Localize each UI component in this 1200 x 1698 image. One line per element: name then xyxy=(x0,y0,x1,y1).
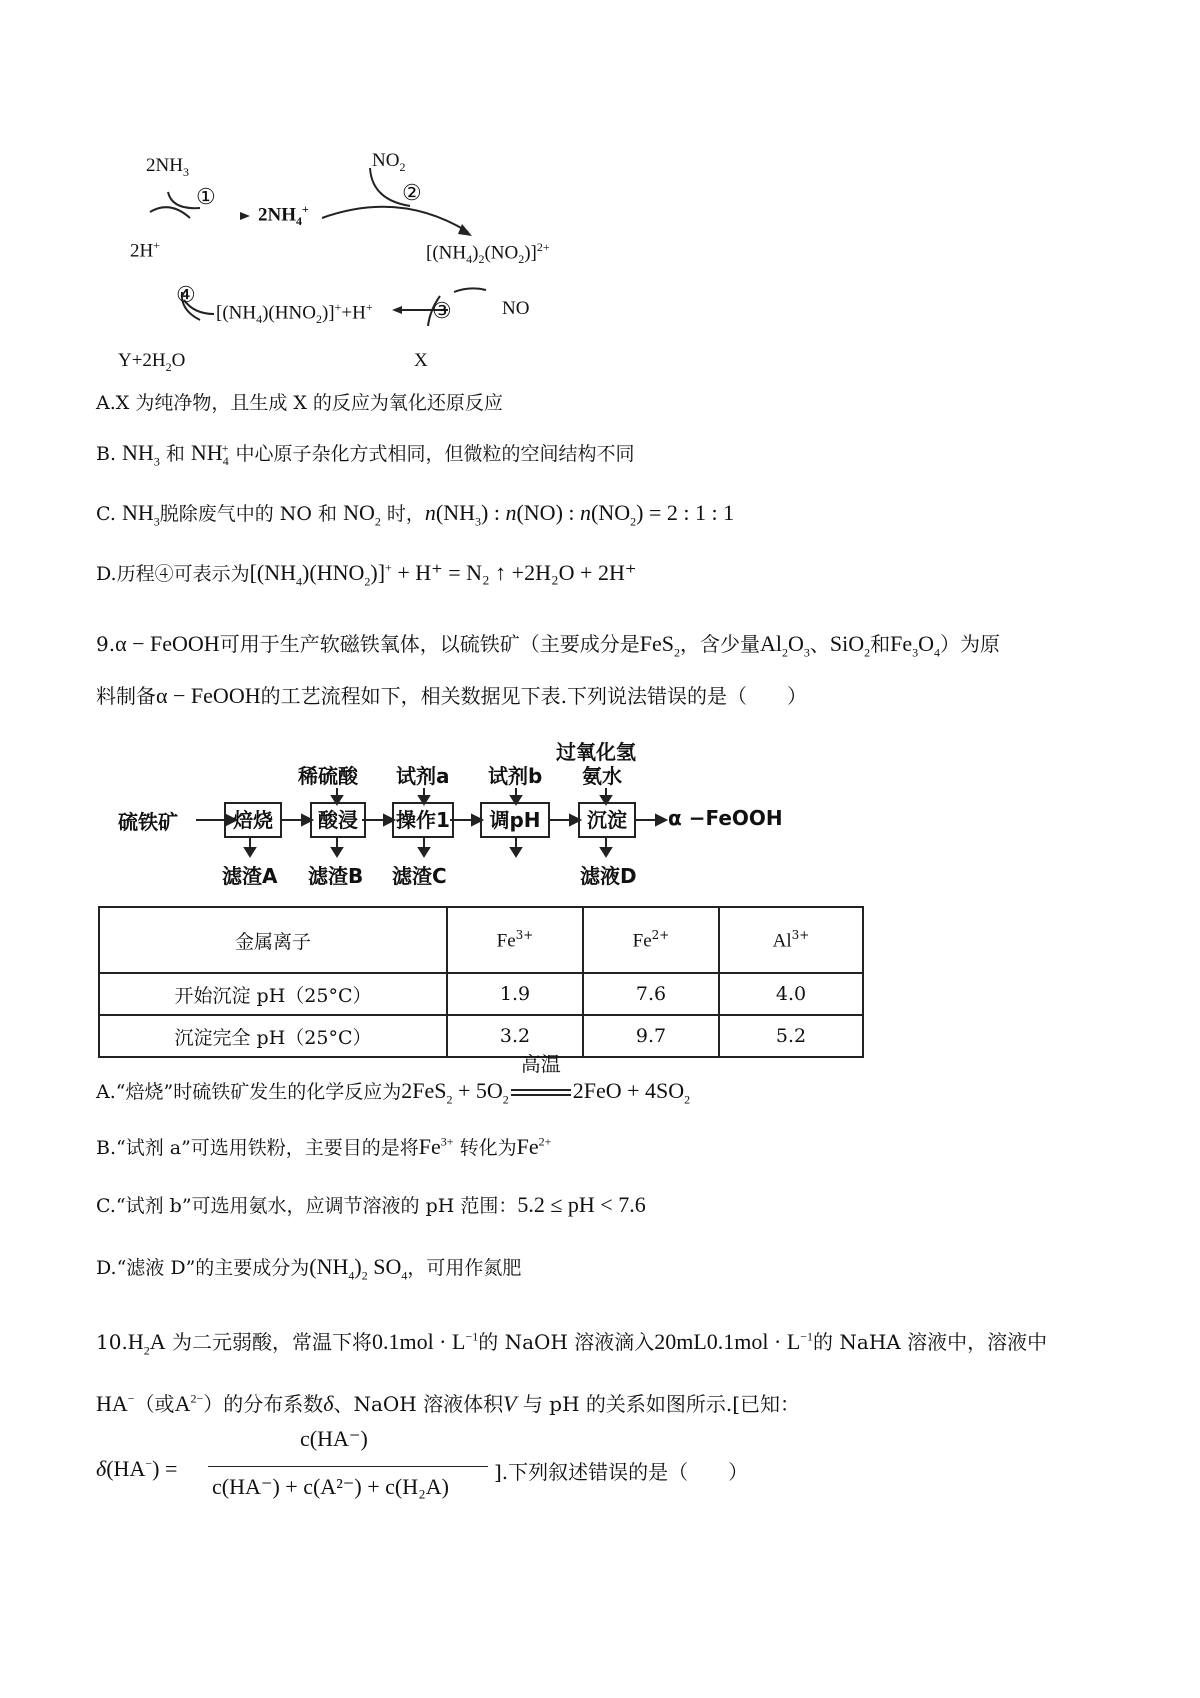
q9-option-a: A.“焙烧”时硫铁矿发生的化学反应为$2FeS_2 + 5O_2$ 高温 $2FeO + 4SO_2$ xyxy=(96,1052,691,1107)
step-4-label: ④ xyxy=(176,282,196,307)
formula-numerator: c(HA⁻) xyxy=(300,1426,368,1451)
formula-denominator: c(HA⁻) + c(A²⁻) + c(H₂A) xyxy=(212,1474,449,1499)
flow-start-pyrite: 硫铁矿 xyxy=(118,810,178,834)
q8-option-b: B. $NH_3$ 和 $NH_4^+$ 中心原子杂化方式相同，但微粒的空间结构不同 xyxy=(96,440,635,469)
q10-stem-line2: HA−（或$A^{2-}$）的分布系数δ、NaOH 溶液体积V 与 pH 的关系如图所示.[已知： xyxy=(96,1391,801,1416)
flow-input-reagent-a: 试剂a xyxy=(396,764,450,788)
table-cell: 3.2 xyxy=(447,1015,583,1057)
flow-input-ammonia: 氨水 xyxy=(582,764,622,788)
flow-input-reagent-b: 试剂b xyxy=(488,764,543,788)
table-header-cell: 金属离子 xyxy=(99,907,447,973)
flow-box-precipitate: 沉淀 xyxy=(578,802,636,838)
product-x: X xyxy=(414,350,428,371)
q9-option-b: B.“试剂 a”可选用铁粉，主要目的是将$Fe^{3+}$ 转化为$Fe^{2+}$ xyxy=(96,1134,552,1159)
q10-stem-tail: ].下列叙述错误的是（ ） xyxy=(494,1460,749,1484)
flow-output-residue-a: 滤渣A xyxy=(222,864,278,888)
table-header-row xyxy=(99,907,863,973)
q8-option-c: C. $NH_3$脱除废气中的 NO 和 $NO_2$ 时，$n(NH_3)$ : n(NO) : $n(NO_2) = 2$ : 1 : 1 xyxy=(96,500,735,529)
h-plus-reactant: 2H+ xyxy=(130,238,161,262)
flow-end-product: α −FeOOH xyxy=(668,806,783,830)
flow-box-acid-leach: 酸浸 xyxy=(310,802,366,838)
flow-input-h2o2: 过氧化氢 xyxy=(556,740,636,764)
table-cell: 9.7 xyxy=(583,1015,719,1057)
table-cell: 4.0 xyxy=(719,973,863,1015)
step-2-label: ② xyxy=(402,180,422,205)
table-cell: 沉淀完全 pH（25°C） xyxy=(99,1015,447,1057)
reactant-nh3: $2NH_3$ xyxy=(146,155,189,179)
flow-box-adjust-ph: 调pH xyxy=(480,802,550,838)
flow-box-operation1: 操作1 xyxy=(392,802,454,838)
q8-option-d: D.历程④可表示为$[(NH_4)(HNO_2)]^+ + H^+ = N_2$ ↑ +2H₂O + 2H⁺ xyxy=(96,560,637,589)
product-y: $Y+2H_2O$ xyxy=(118,350,186,374)
q9-option-d: D.“滤液 D”的主要成分为$(NH_4)_2$ $SO_4$，可用作氮肥 xyxy=(96,1254,522,1283)
q9-stem-line2: 料制备α − FeOOH的工艺流程如下，相关数据见下表.下列说法错误的是（ ） xyxy=(96,683,807,708)
flow-box-roast: 焙烧 xyxy=(224,802,282,838)
reaction-condition: 高温 xyxy=(520,1052,561,1076)
precipitation-ph-table xyxy=(98,906,864,1058)
complex-intermediate-1: $[(NH_4)_2(NO_2)]^{2+}$ xyxy=(426,240,550,267)
formula-lhs: δ(HA−) = xyxy=(96,1456,178,1481)
table-cell: 开始沉淀 pH（25°C） xyxy=(99,973,447,1015)
table-cell: 5.2 xyxy=(719,1015,863,1057)
table-header-cell: $Al^{3+}$ xyxy=(719,907,863,973)
step-3-label: ③ xyxy=(432,298,452,323)
no-reactant: NO xyxy=(502,298,530,319)
flow-output-filtrate-d: 滤液D xyxy=(580,864,637,888)
step-1-label: ① xyxy=(196,184,216,209)
table-cell: 7.6 xyxy=(583,973,719,1015)
table-header-cell: $Fe^{2+}$ xyxy=(583,907,719,973)
flow-input-dilute-h2so4: 稀硫酸 xyxy=(298,764,358,788)
flow-output-residue-c: 滤渣C xyxy=(392,864,447,888)
product-nh4: $2NH_4^+$ xyxy=(258,202,309,229)
q10-stem-line1: $10.H_2A$ 为二元弱酸，常温下将$0.1mol \cdot L^{-1}$的 NaOH 溶液滴入$20mL0.1mol \cdot L^{-1}$的 NaHA 溶液中，溶液中 xyxy=(96,1329,1048,1358)
q8-option-a: A.X 为纯净物，且生成 X 的反应为氧化还原反应 xyxy=(96,392,503,414)
table-row xyxy=(99,973,863,1015)
table-header-cell: $Fe^{3+}$ xyxy=(447,907,583,973)
no2-reactant: $NO_2$ xyxy=(372,150,406,174)
fraction-bar xyxy=(208,1466,488,1467)
table-row xyxy=(99,1015,863,1057)
complex-intermediate-2: $[(NH_4)(HNO_2)]^++H^+$ xyxy=(216,300,373,327)
q9-stem-line1: 9.α − FeOOH可用于生产软磁铁氧体，以硫铁矿（主要成分是FeS$_2$，含少量$Al_2O_3$、SiO$_2$和$Fe_3O_4$）为原 xyxy=(96,631,1000,660)
q9-option-c: C.“试剂 b”可选用氨水，应调节溶液的 pH 范围：5.2 ≤ pH < 7.6 xyxy=(96,1192,646,1217)
flow-output-residue-b: 滤渣B xyxy=(308,864,364,888)
table-cell: 1.9 xyxy=(447,973,583,1015)
